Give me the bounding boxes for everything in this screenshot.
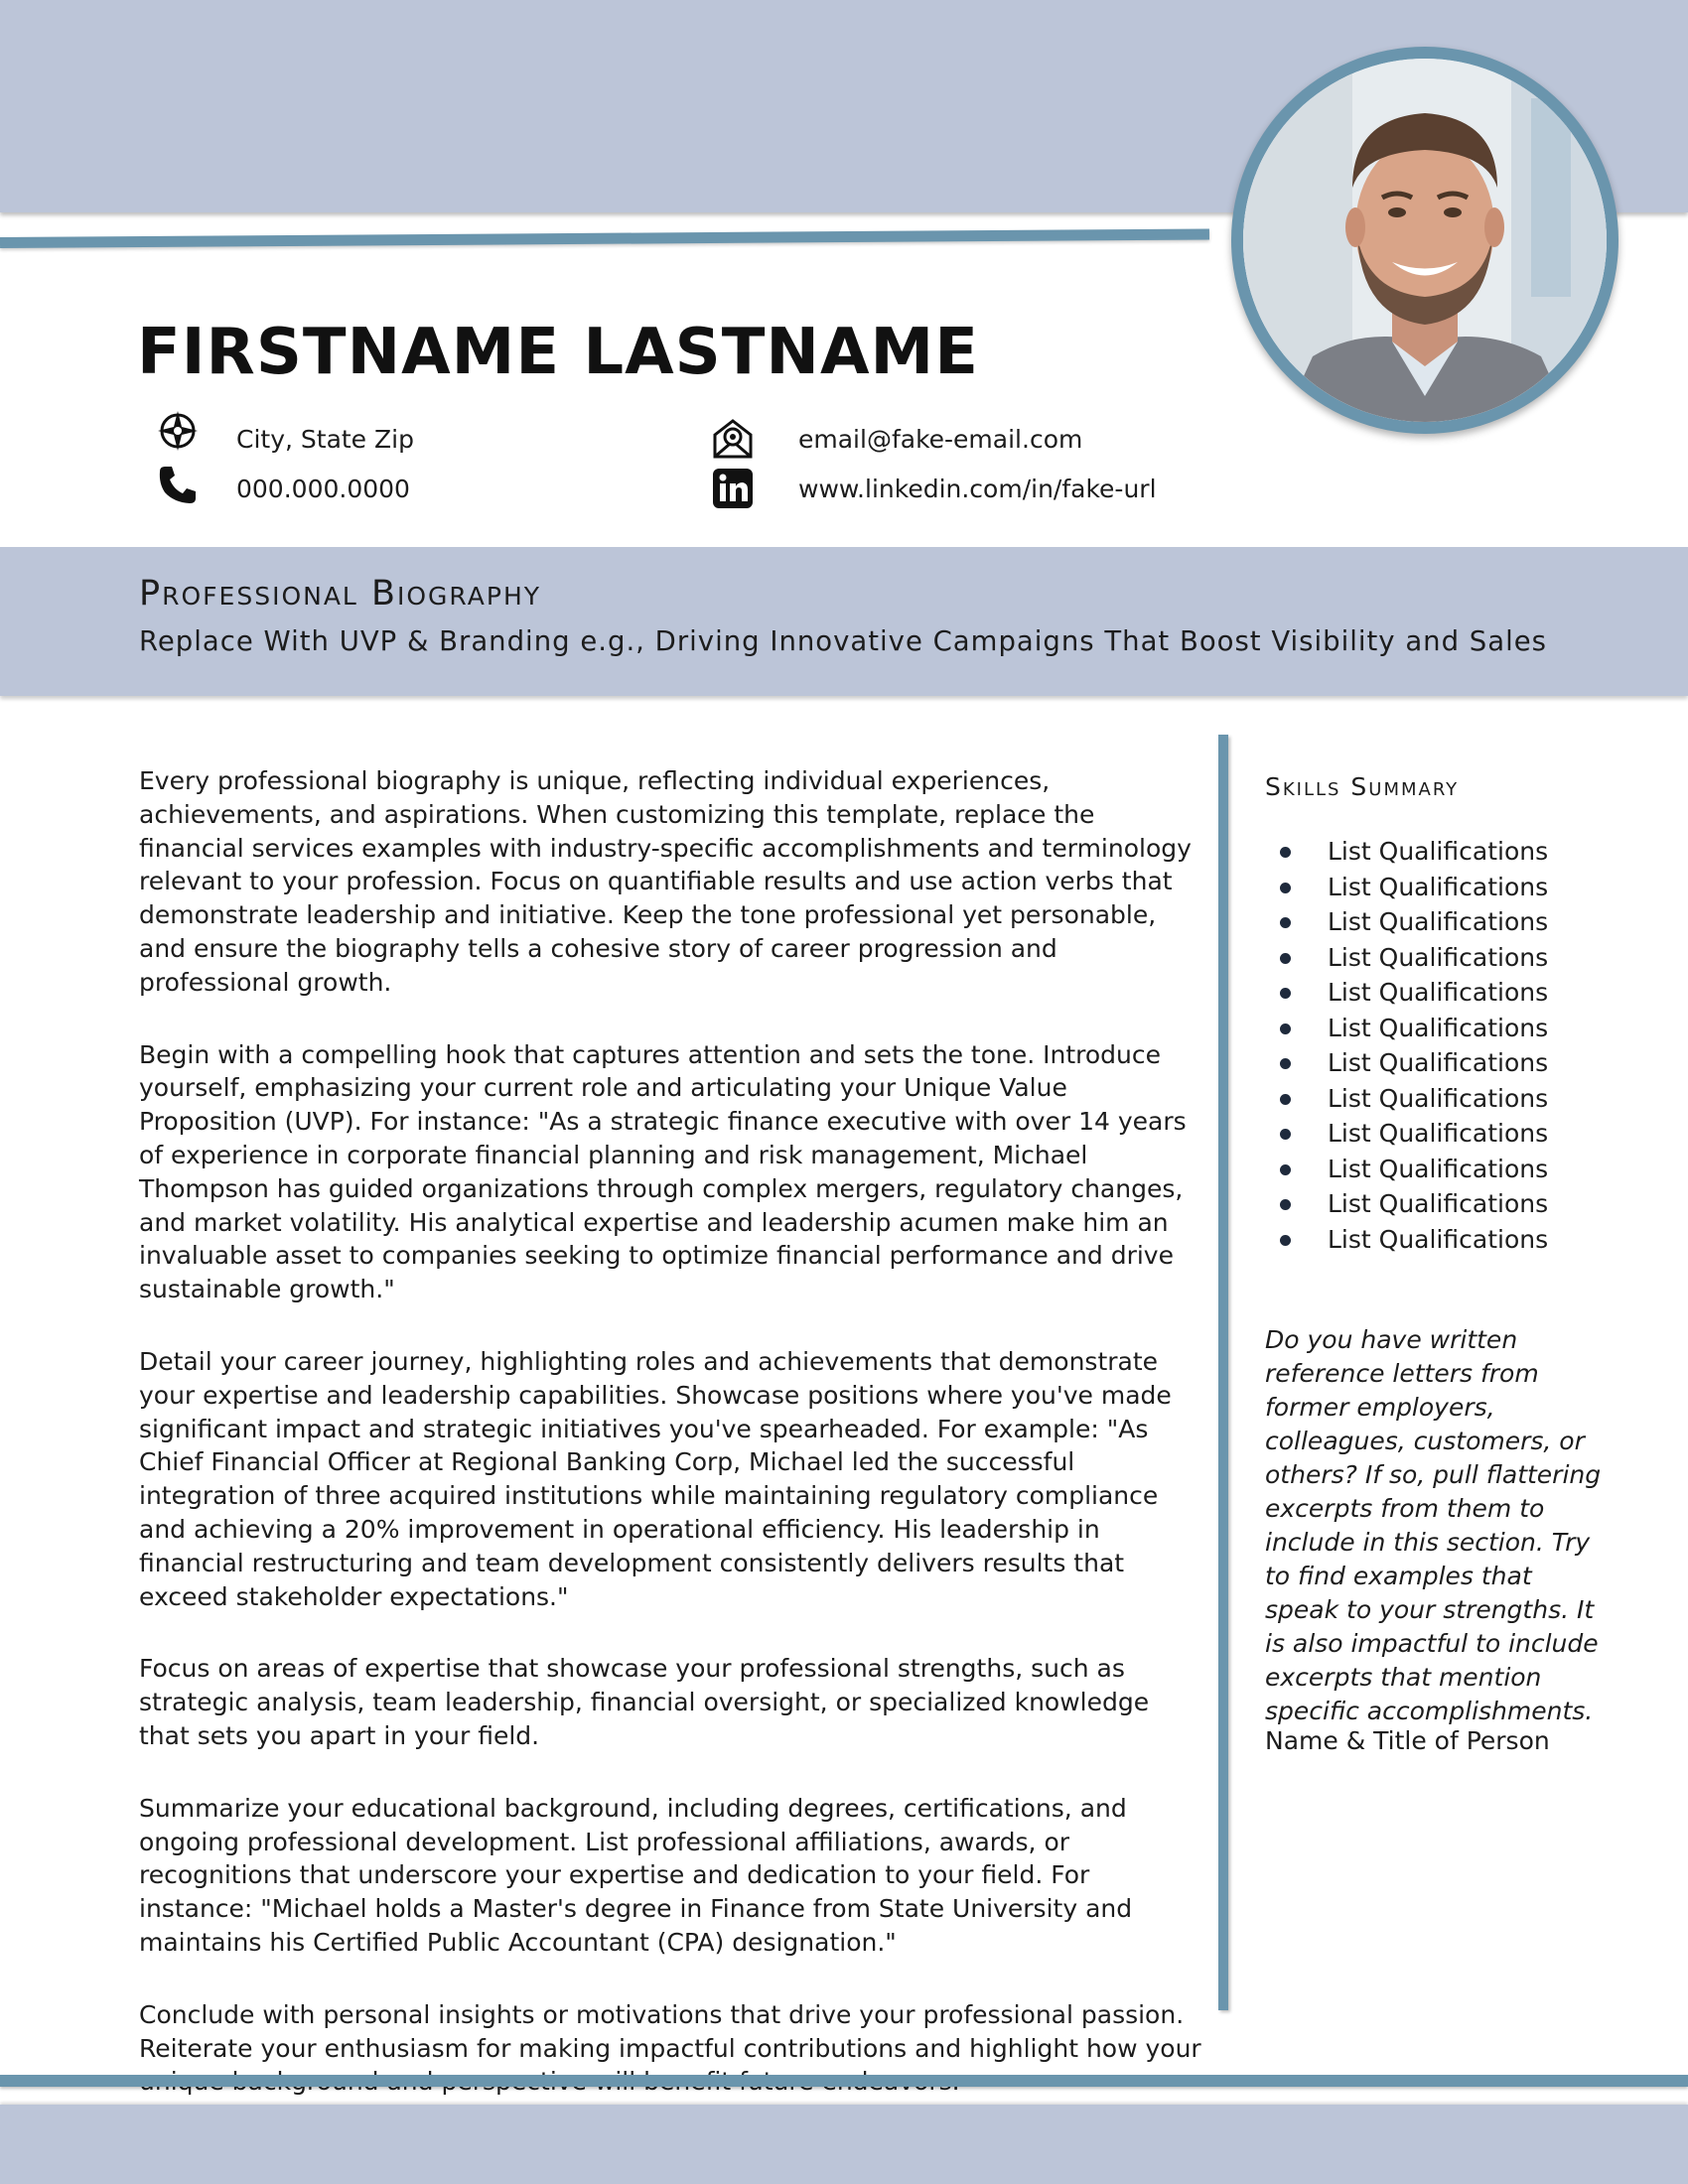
biography-title: Professional Biography xyxy=(139,574,542,614)
skill-item xyxy=(1265,870,1548,905)
footer-band xyxy=(0,2105,1688,2184)
bullet-icon xyxy=(1280,1058,1291,1069)
linkedin-icon xyxy=(711,467,755,510)
skill-label: List Qualifications xyxy=(1328,1048,1549,1077)
bio-paragraph: Begin with a compelling hook that captures attention and sets the tone. Introduce yourself, emphasizing your current role and articulating your Unique Value Proposition (UVP). For instance: "As a strategic finance executive with over 14 years of experience in corporate financial planning and risk management, Michael Thompson has guided organizations through complex mergers, regulatory changes, and market volatility. His analytical expertise and leadership acumen make him an invaluable asset to companies seeking to optimize financial performance and drive sustainable growth." xyxy=(139,1039,1187,1304)
bullet-icon xyxy=(1280,1199,1291,1210)
skill-item xyxy=(1265,940,1548,976)
skill-item xyxy=(1265,1081,1548,1117)
bio-paragraph: Focus on areas of expertise that showcase your professional strengths, such as strategic analysis, team leadership, financial oversight, or specialized knowledge that sets you apart in your field. xyxy=(139,1654,1150,1750)
bullet-icon xyxy=(1280,847,1291,858)
skill-label: List Qualifications xyxy=(1328,1013,1549,1042)
skill-item xyxy=(1265,1152,1548,1187)
bio-paragraph: Summarize your educational background, including degrees, certifications, and ongoing professional development. List professional affiliations, awards, or recognitions that underscore your expertise and dedication to your field. For instance: "Michael holds a Master's degree in Finance from State University and maintains his Certified Public Accountant (CPA) designation." xyxy=(139,1793,1133,1957)
bullet-icon xyxy=(1280,1164,1291,1175)
bullet-icon xyxy=(1280,883,1291,893)
bio-paragraph: Conclude with personal insights or motivations that drive your professional passion. Reiterate your enthusiasm for making impactful contributions and highlight how your xyxy=(139,1999,1201,2063)
candidate-name: FIRSTNAME LASTNAME xyxy=(137,316,979,389)
bullet-icon xyxy=(1280,988,1291,999)
skill-label: List Qualifications xyxy=(1328,1119,1549,1148)
skill-item xyxy=(1265,1186,1548,1222)
phone-icon xyxy=(156,463,200,506)
portrait-photo xyxy=(1243,59,1607,422)
location-text: City, State Zip xyxy=(236,425,414,454)
bio-paragraph: Detail your career journey, highlighting roles and achievements that demonstrate your expertise and leadership capabilities. Showcase positions where you've made significant impact and strategic initiatives you've spearheaded. For example: "As Chief Financial Officer at Regional Banking Corp, Michael led the successful integration of three acquired institutions while maintaining regulatory compliance and achieving a 20% improvement in operational efficiency. His leadership in financial restructuring and team development consistently delivers results that exceed stakeholder expectations." xyxy=(139,1346,1172,1611)
skill-item xyxy=(1265,1011,1548,1046)
bio-paragraph: Every professional biography is unique, reflecting individual experiences, achievements, and aspirations. When customizing this template, replace the financial services examples with industry-specific accomplishments and terminology relevant to your profession. Focus on quantifiable results and use action verbs that demonstrate leadership and initiative. Keep the tone professional yet personable, and ensure the biography tells a cohesive story of career progression and professional growth. xyxy=(139,766,1192,997)
skills-title: Skills Summary xyxy=(1265,772,1460,801)
biography-subtitle: Replace With UVP & Branding e.g., Driving Innovative Campaigns That Boost Visibility and Sales xyxy=(139,625,1547,657)
header-rule xyxy=(0,228,1209,248)
skill-item xyxy=(1265,1045,1548,1081)
bullet-icon xyxy=(1280,1235,1291,1246)
skill-label: List Qualifications xyxy=(1328,942,1549,972)
testimonial-attribution: Name & Title of Person xyxy=(1265,1726,1550,1755)
compass-icon xyxy=(156,409,200,453)
footer-rule xyxy=(0,2075,1688,2087)
biography-band xyxy=(0,547,1688,696)
skill-item xyxy=(1265,904,1548,940)
skill-item xyxy=(1265,975,1548,1011)
skill-label: List Qualifications xyxy=(1328,837,1549,866)
skill-item xyxy=(1265,1222,1548,1258)
column-divider xyxy=(1218,735,1228,2010)
linkedin-link[interactable]: www.linkedin.com/in/fake-url xyxy=(798,475,1157,503)
bullet-icon xyxy=(1280,1129,1291,1140)
email-icon xyxy=(711,417,755,461)
skill-label: List Qualifications xyxy=(1328,872,1549,901)
skill-label: List Qualifications xyxy=(1328,1154,1549,1183)
skill-label: List Qualifications xyxy=(1328,907,1549,936)
bullet-icon xyxy=(1280,917,1291,928)
skill-label: List Qualifications xyxy=(1328,1189,1549,1218)
bullet-icon xyxy=(1280,1024,1291,1034)
skill-label: List Qualifications xyxy=(1328,1224,1549,1254)
skill-label: List Qualifications xyxy=(1328,1083,1549,1113)
testimonial-quote: Do you have written reference letters from former employers, colleagues, customers, or others? If so, pull flattering excerpts from them to include in this section. Try to find examples that speak to your strengths. It is also impactful to include excerpts that mention specific accomplishments. xyxy=(1265,1325,1602,1725)
biography-body xyxy=(139,764,1201,2137)
bullet-icon xyxy=(1280,1094,1291,1105)
bullet-icon xyxy=(1280,953,1291,964)
skills-list xyxy=(1265,834,1548,1257)
skill-label: List Qualifications xyxy=(1328,978,1549,1007)
skill-item xyxy=(1265,1116,1548,1152)
phone-text: 000.000.0000 xyxy=(236,475,410,503)
photo-frame xyxy=(1231,47,1618,434)
email-link[interactable]: email@fake-email.com xyxy=(798,425,1083,454)
skill-item xyxy=(1265,834,1548,870)
